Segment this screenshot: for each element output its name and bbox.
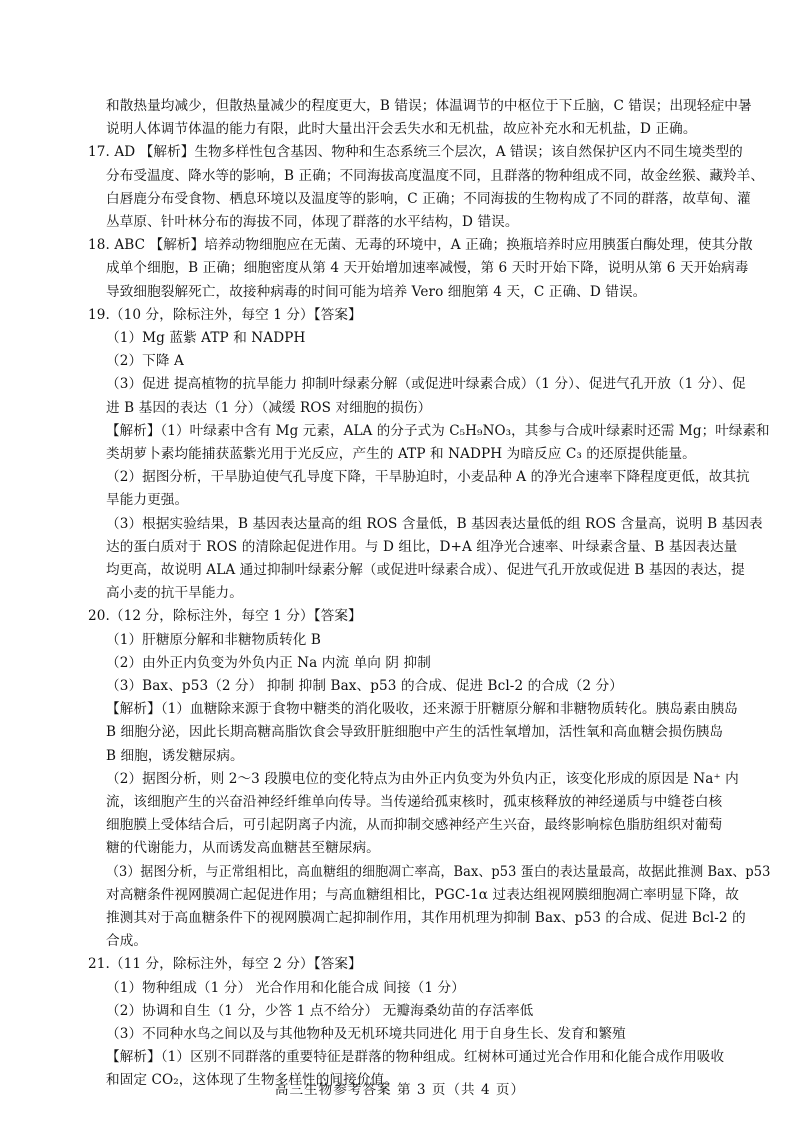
document-line: 对高糖条件视网膜凋亡起促进作用；与高血糖组相比，PGC-1α 过表达组视网膜细胞凋亡率明显下降，故	[106, 886, 739, 903]
document-line: 丛草原、针叶林分布的海拔不同，体现了群落的水平结构，D 错误。	[106, 214, 519, 230]
question-line: 19.（10 分，除标注外，每空 1 分）【答案】	[88, 306, 362, 323]
question-line: 20.（12 分，除标注外，每空 1 分）【答案】	[88, 608, 362, 625]
document-line: 类胡萝卜素均能捕获蓝紫光用于光反应，产生的 ATP 和 NADPH 为暗反应 C₃ 的还原提供能量。	[106, 446, 696, 462]
document-line: 均更高，故说明 ALA 通过抑制叶绿素分解（或促进叶绿素合成）、促进气孔开放或促进 B 基因的表达，提	[106, 562, 745, 578]
document-line: 成单个细胞，B 正确；细胞密度从第 4 天开始增加速率减慢，第 6 天时开始下降，说明从第 6 天开始病毒	[106, 260, 749, 277]
document-line: （3）不同种水鸟之间以及与其他物种及无机环境共同进化 用于自身生长、发育和繁殖	[106, 1026, 626, 1042]
document-line: （2）下降 A	[106, 353, 184, 370]
question-line: 21.（11 分，除标注外，每空 2 分）【答案】	[88, 956, 362, 973]
question-line: 18. ABC 【解析】培养动物细胞应在无菌、无毒的环境中，A 正确；换瓶培养时应用胰蛋白酶处理，使其分散	[88, 237, 753, 254]
document-line: 细胞膜上受体结合后，可引起阴离子内流，从而抑制交感神经产生兴奋，最终影响棕色脂肪组织对葡萄	[106, 817, 723, 834]
document-line: 合成。	[106, 933, 148, 950]
document-line: 【解析】（1）区别不同群落的重要特征是群落的物种组成。红树林可通过光合作用和化能合成作用吸收	[106, 1049, 725, 1066]
document-line: 推测其对于高血糖条件下的视网膜凋亡起抑制作用，其作用机理为抑制 Bax、p53 的合成、促进 Bcl-2 的	[106, 910, 746, 926]
document-line: （2）由外正内负变为外负内正 Na 内流 单向 阴 抑制	[106, 654, 431, 671]
document-line: 【解析】（1）叶绿素中含有 Mg 元素，ALA 的分子式为 C₅H₉NO₃，其参与合成叶绿素时还需 Mg；叶绿素和	[106, 422, 770, 439]
document-line: （3）据图分析，与正常组相比，高血糖组的细胞凋亡率高，Bax、p53 蛋白的表达量最高，故据此推测 Bax、p53	[106, 863, 771, 880]
document-line: （1）肝糖原分解和非糖物质转化 B	[106, 631, 321, 648]
document-line: （2）据图分析，则 2～3 段膜电位的变化特点为由外正内负变为外负内正，该变化形成的原因是 Na⁺ 内	[106, 770, 739, 787]
document-line: 白唇鹿分布受食物、栖息环境以及温度等的影响，C 正确；不同海拔的生物构成了不同的群落，故草甸、灌	[106, 190, 751, 207]
document-line: 流，该细胞产生的兴奋沿神经纤维单向传导。当传递给孤束核时，孤束核释放的神经递质与中缝苍白核	[106, 794, 723, 810]
document-line: 说明人体调节体温的能力有限，此时大量出汗会丢失水和无机盐，故应补充水和无机盐，D 正确。	[106, 121, 697, 138]
document-line: 进 B 基因的表达（1 分）（减缓 ROS 对细胞的损伤）	[106, 399, 432, 416]
document-line: （3）根据实验结果，B 基因表达量高的组 ROS 含量低，B 基因表达量低的组 ROS 含量高，说明 B 基因表	[106, 515, 763, 532]
document-line: 【解析】（1）血糖除来源于食物中糖类的消化吸收，还来源于肝糖原分解和非糖物质转化。胰岛素由胰岛	[106, 701, 738, 718]
document-line: （1）物种组成（1 分） 光合作用和化能合成 间接（1 分）	[106, 979, 465, 996]
page-footer: 高三生物参考答案 第 3 页（共 4 页）	[274, 1082, 526, 1098]
question-line: 17. AD 【解析】生物多样性包含基因、物种和生态系统三个层次，A 错误；该自然保护区内不同生境类型的	[88, 144, 743, 161]
document-line: 和固定 CO₂，这体现了生物多样性的间接价值。	[106, 1072, 398, 1089]
document-line: B 细胞，诱发糖尿病。	[106, 747, 244, 764]
document-line: 和散热量均减少，但散热量减少的程度更大，B 错误；体温调节的中枢位于下丘脑，C 错误；出现轻症中暑	[106, 98, 752, 114]
document-line: 导致细胞裂解死亡，故接种病毒的时间可能为培养 Vero 细胞第 4 天，C 正确、D 错误。	[106, 283, 647, 300]
document-line: 达的蛋白质对于 ROS 的清除起促进作用。与 D 组比，D+A 组净光合速率、叶绿素含量、B 基因表达量	[106, 538, 738, 555]
document-line: （2）据图分析，干旱胁迫使气孔导度下降，干旱胁迫时，小麦品种 A 的净光合速率下降程度更低，故其抗	[106, 469, 750, 486]
document-line: （1）Mg 蓝紫 ATP 和 NADPH	[106, 330, 306, 346]
document-line: （2）协调和自生（1 分，少答 1 点不给分） 无瓣海桑幼苗的存活率低	[106, 1002, 534, 1019]
document-line: 旱能力更强。	[106, 492, 189, 509]
document-line: 高小麦的抗干旱能力。	[106, 585, 243, 602]
document-line: （3）促进 提高植物的抗旱能力 抑制叶绿素分解（或促进叶绿素合成）（1 分）、促进气孔开放（1 分）、促	[106, 376, 746, 393]
document-line: B 细胞分泌，因此长期高糖高脂饮食会导致肝脏细胞中产生的活性氧增加，活性氧和高血糖会损伤胰岛	[106, 724, 724, 741]
document-line: （3）Bax、p53（2 分） 抑制 抑制 Bax、p53 的合成、促进 Bcl-2 的合成（2 分）	[106, 678, 623, 694]
document-line: 糖的代谢能力，从而诱发高血糖甚至糖尿病。	[106, 840, 380, 857]
document-line: 分布受温度、降水等的影响，B 正确；不同海拔高度温度不同，且群落的物种组成不同，故金丝猴、藏羚羊、	[106, 167, 765, 184]
